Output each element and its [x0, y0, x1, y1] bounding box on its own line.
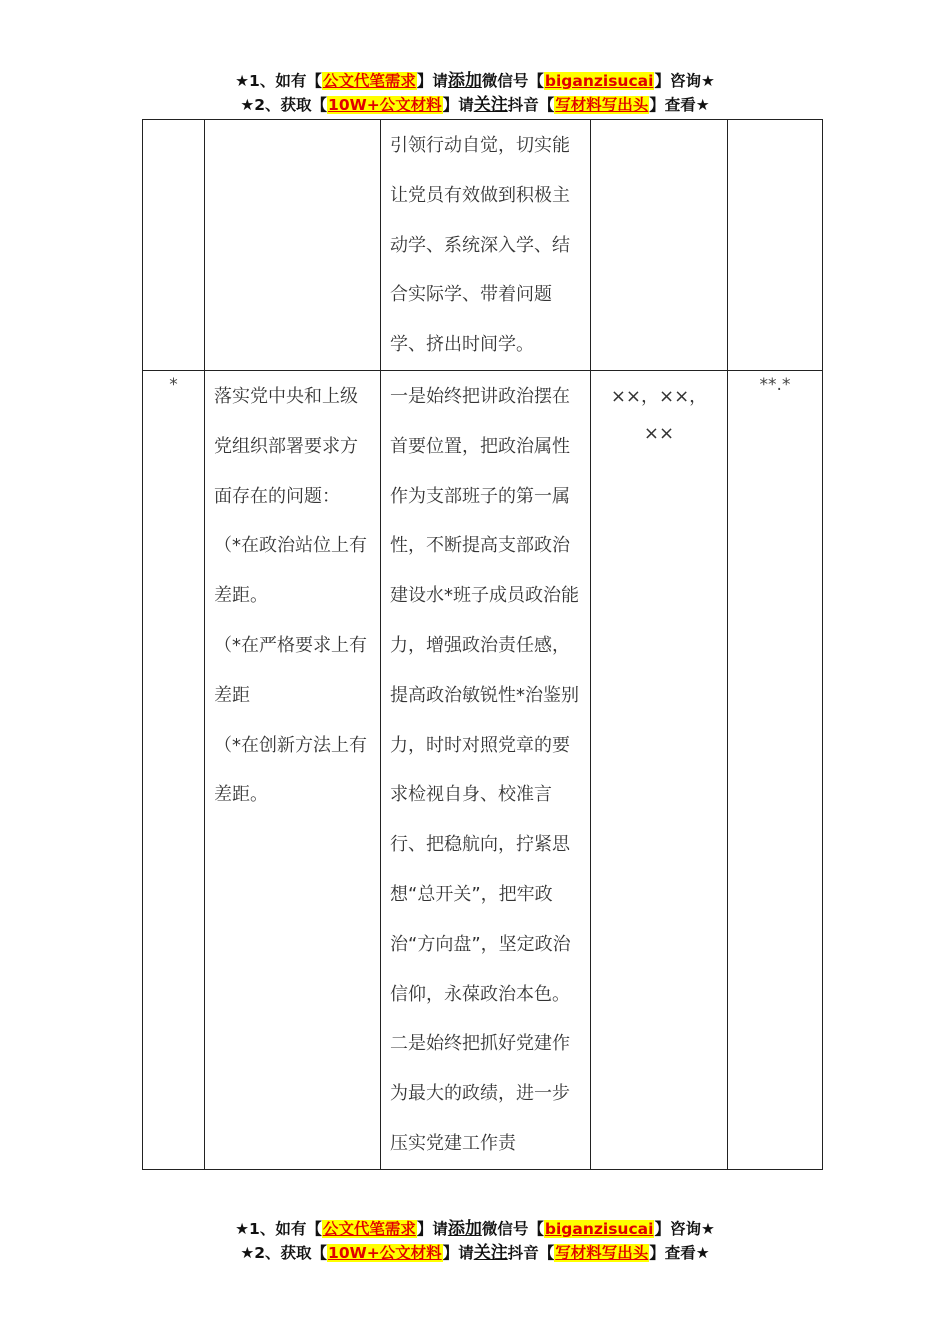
person-text — [591, 120, 727, 127]
banner-text: 】查看★ — [649, 96, 710, 114]
person-cell — [591, 370, 728, 1169]
problem-text — [205, 371, 380, 820]
highlight-service: 公文代笔需求 — [322, 1220, 416, 1238]
highlight-douyin: 写材料写出头 — [555, 1244, 649, 1262]
measure-text: 一是始终把讲政治摆在首要位置，把政治属性作为支部班子的第一属性，不断提高支部政治建设水*班子成员政治能力，增强政治责任感，提高政治敏锐性*治鉴别力，时时对照党章的要求检视自身、校准言行、把稳航向，拧紧思想“总开关”，把牢政治“方向盘”，坚定政治信仰，永葆政治本色。二是始终把抓好党建作为最大的政绩，进一步压实党建工作责 — [390, 385, 579, 1154]
highlight-materials: 10W+公文材料 — [328, 1244, 442, 1262]
problem-item: （*在严格要求上有差距 — [214, 634, 367, 706]
banner-text: ★2、获取【 — [240, 1244, 328, 1262]
highlight-materials: 10W+公文材料 — [328, 96, 442, 114]
banner-text: ★2、获取【 — [240, 96, 328, 114]
banner-text: 】请 — [416, 1220, 448, 1238]
no-text: * — [169, 374, 178, 395]
measure-cell — [381, 120, 591, 371]
footer-banner — [0, 1217, 950, 1265]
banner-line-2 — [0, 1241, 950, 1265]
banner-text: ★1、如有【 — [235, 1220, 322, 1238]
problem-text — [205, 120, 380, 121]
person-cell — [591, 120, 728, 371]
banner-line-1 — [0, 1217, 950, 1241]
problem-cell — [205, 120, 381, 371]
highlight-wechat-id: biganzisucai — [544, 1220, 654, 1238]
banner-text: 抖音【 — [507, 1244, 555, 1262]
banner-text: 】咨询★ — [654, 1220, 715, 1238]
banner-emphasis: 关注 — [473, 1243, 508, 1263]
banner-emphasis: 关注 — [473, 95, 508, 115]
person-text: ××，××，×× — [610, 385, 708, 444]
highlight-douyin: 写材料写出头 — [555, 96, 649, 114]
problem-item: （*在创新方法上有差距。 — [214, 734, 367, 806]
banner-emphasis: 添加 — [447, 71, 482, 91]
time-text — [728, 120, 822, 122]
table-row — [143, 120, 823, 371]
time-text: **.* — [759, 374, 791, 395]
banner-text: 】请 — [442, 1244, 474, 1262]
highlight-wechat-id: biganzisucai — [544, 72, 654, 90]
problem-cell — [205, 370, 381, 1169]
banner-text: 】查看★ — [649, 1244, 710, 1262]
banner-line-1 — [0, 69, 950, 93]
banner-text: 】请 — [416, 72, 448, 90]
problem-heading: 落实党中央和上级党组织部署要求方面存在的问题： — [214, 385, 358, 507]
rectification-table — [142, 119, 823, 1170]
no-cell — [143, 120, 205, 371]
time-cell — [728, 370, 823, 1169]
table-row — [143, 370, 823, 1169]
no-cell — [143, 370, 205, 1169]
highlight-service: 公文代笔需求 — [322, 72, 416, 90]
banner-text: 抖音【 — [507, 96, 555, 114]
banner-text: 微信号【 — [481, 1220, 544, 1238]
banner-text: 】咨询★ — [654, 72, 715, 90]
banner-text: 微信号【 — [481, 72, 544, 90]
no-text — [143, 120, 204, 122]
time-cell — [728, 120, 823, 371]
banner-text: ★1、如有【 — [235, 72, 322, 90]
measure-cell — [381, 370, 591, 1169]
banner-line-2 — [0, 93, 950, 117]
banner-emphasis: 添加 — [447, 1219, 482, 1239]
header-banner — [0, 69, 950, 117]
measure-text: 引领行动自觉，切实能让党员有效做到积极主动学、系统深入学、结合实际学、带着问题学、挤出时间学。 — [390, 135, 570, 356]
problem-item: （*在政治站位上有差距。 — [214, 535, 367, 607]
banner-text: 】请 — [442, 96, 474, 114]
